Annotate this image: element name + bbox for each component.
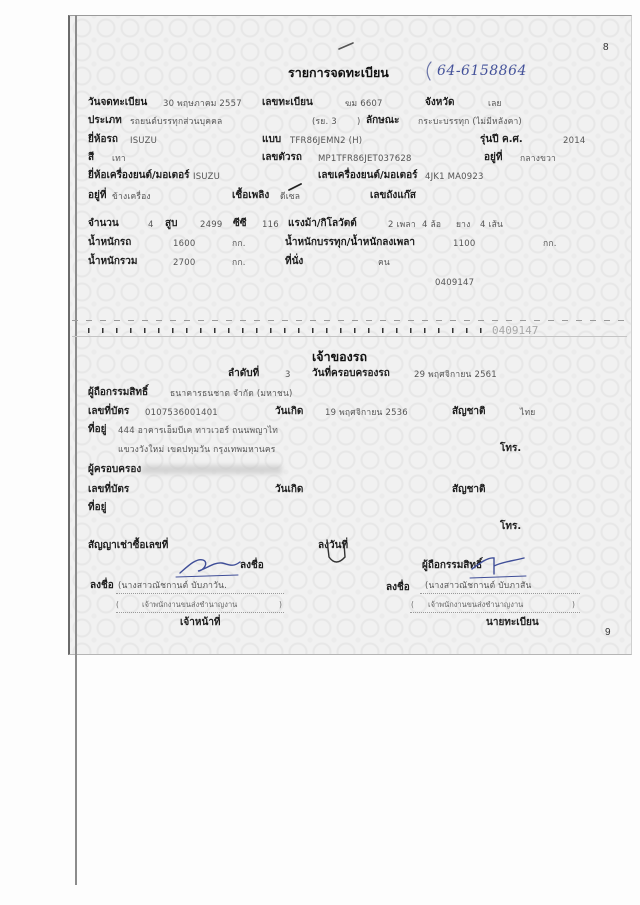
contract-date-label: ลงวันที่ xyxy=(318,540,349,551)
document-serial: 0409147 xyxy=(435,278,475,288)
brand-label: ยี่ห้อรถ xyxy=(88,134,118,145)
engine-number-label: เลขเครื่องยนต์/มอเตอร์ xyxy=(318,170,418,181)
type-code: (รย. 3 xyxy=(312,117,337,127)
payload-unit: กก. xyxy=(543,239,557,249)
possessor-dob-label: วันเกิด xyxy=(275,484,304,495)
contract-date-mark xyxy=(327,540,345,562)
cylinders-unit: สูบ xyxy=(165,218,178,229)
possession-date-value: 29 พฤศจิกายน 2561 xyxy=(414,370,497,380)
officer-name: (นางสาวณัชกานต์ บับภาวัน. xyxy=(118,581,228,591)
body-label: ลักษณะ xyxy=(366,115,400,126)
seats-label: ที่นั่ง xyxy=(285,256,304,267)
holder-sign-label: ลงชื่อ xyxy=(240,560,264,571)
officer-sign-label: ลงชื่อ xyxy=(90,580,114,591)
possessor-address-label: ที่อยู่ xyxy=(88,502,107,513)
officer-position: เจ้าพนักงานขนส่งชำนาญงาน xyxy=(142,600,238,609)
axles-value: 2 เพลา xyxy=(388,220,416,230)
possessor-nationality-label: สัญชาติ xyxy=(452,484,486,495)
contract-label: สัญญาเช่าซื้อเลขที่ xyxy=(88,540,169,551)
holder-dob-value: 19 พฤศจิกายน 2536 xyxy=(325,408,408,418)
payload-value: 1100 xyxy=(453,239,476,249)
holder-address-label: ที่อยู่ xyxy=(88,424,107,435)
gross-weight-value: 2700 xyxy=(173,258,196,268)
body-value: กระบะบรรทุก (ไม่มีหลังคา) xyxy=(418,117,522,127)
displacement-unit: ซีซี xyxy=(233,218,247,229)
model-value: TFR86JEMN2 (H) xyxy=(290,136,363,146)
power-value: 116 xyxy=(262,220,279,230)
holder-dob-label: วันเกิด xyxy=(275,406,304,417)
handwritten-reference-number: 64-6158864 xyxy=(437,63,527,79)
registration-title: รายการจดทะเบียน xyxy=(288,65,389,80)
vehicle-weight-value: 1600 xyxy=(173,239,196,249)
gross-weight-label: น้ำหนักรวม xyxy=(88,256,138,267)
engine-brand-label: ยี่ห้อเครื่องยนต์/มอเตอร์ xyxy=(88,170,190,181)
chassis-label: เลขตัวรถ xyxy=(262,152,302,163)
holder-id-value: 0107536001401 xyxy=(145,408,218,418)
brand-value: ISUZU xyxy=(130,136,158,146)
fuel-label: เชื้อเพลิง xyxy=(232,190,270,201)
reference-paren-mark xyxy=(427,62,431,80)
reg-date-label: วันจดทะเบียน xyxy=(88,97,148,108)
tires-label: ยาง xyxy=(456,220,471,230)
registrar-paren-open: ( xyxy=(411,600,414,609)
displacement-value: 2499 xyxy=(200,220,223,230)
registrar-signature xyxy=(472,558,524,574)
page-number-top: 8 xyxy=(603,42,609,53)
officer-signature-underline xyxy=(176,575,238,577)
vehicle-weight-label: น้ำหนักรถ xyxy=(88,237,132,248)
wheels-value: 4 ล้อ xyxy=(422,220,442,230)
fuel-value: ดีเซล xyxy=(280,192,301,202)
possessor-label: ผู้ครอบครอง xyxy=(88,464,142,475)
possessor-id-label: เลขที่บัตร xyxy=(88,484,130,495)
power-unit: แรงม้า/กิโลวัตต์ xyxy=(288,218,357,229)
seam-serial-faint: 0409147 xyxy=(492,324,539,337)
fuel-slash-mark xyxy=(289,184,301,190)
tires-value: 4 เส้น xyxy=(480,220,504,230)
plate-label: เลขทะเบียน xyxy=(262,97,313,108)
gross-weight-unit: กก. xyxy=(232,258,246,268)
province-value: เลย xyxy=(488,99,502,109)
holder-nationality-label: สัญชาติ xyxy=(452,406,486,417)
type-label: ประเภท xyxy=(88,115,122,126)
gas-tank-label: เลขถังแก๊ส xyxy=(370,190,416,201)
owner-title: เจ้าของรถ xyxy=(312,349,368,364)
sequence-value: 3 xyxy=(285,370,291,380)
model-year-value: 2014 xyxy=(563,136,586,146)
engine-number-value: 4JK1 MA0923 xyxy=(425,172,484,182)
holder-sign-role: ผู้ถือกรรมสิทธิ์ xyxy=(422,560,483,571)
holder-label: ผู้ถือกรรมสิทธิ์ xyxy=(88,387,149,398)
registrar-role: นายทะเบียน xyxy=(486,617,539,628)
engine-brand-value: ISUZU xyxy=(193,172,221,182)
possession-date-label: วันที่ครอบครองรถ xyxy=(312,368,390,379)
color-value: เทา xyxy=(112,154,126,164)
reg-date-value: 30 พฤษภาคม 2557 xyxy=(163,99,242,109)
chassis-location-label: อยู่ที่ xyxy=(484,152,503,163)
holder-nationality-value: ไทย xyxy=(520,408,536,418)
sequence-label: ลำดับที่ xyxy=(228,368,260,379)
engine-location-label: อยู่ที่ xyxy=(88,190,107,201)
type-value: รถยนต์บรรทุกส่วนบุคคล xyxy=(130,117,223,127)
registrar-signature-underline xyxy=(470,576,526,578)
officer-role: เจ้าหน้าที่ xyxy=(180,617,221,628)
title-slash-mark xyxy=(339,43,353,49)
vehicle-weight-unit: กก. xyxy=(232,239,246,249)
registrar-position: เจ้าพนักงานขนส่งชำนาญงาน xyxy=(428,600,524,609)
officer-paren-open: ( xyxy=(116,600,119,609)
engine-location-value: ข้างเครื่อง xyxy=(112,192,151,202)
possessor-phone-label: โทร. xyxy=(500,521,522,532)
count-label: จำนวน xyxy=(88,218,119,229)
chassis-location-value: กลางขวา xyxy=(520,154,557,164)
holder-phone-label: โทร. xyxy=(500,443,522,454)
holder-address-line2: แขวงวังใหม่ เขตปทุมวัน กรุงเทพมหานคร xyxy=(118,445,276,455)
registrar-name: (นางสาวณัชกานต์ บับภาสัน xyxy=(425,581,532,591)
model-year-label: รุ่นปี ค.ศ. xyxy=(480,134,523,145)
holder-value: ธนาคารธนชาต จำกัด (มหาชน) xyxy=(170,389,293,399)
type-code-close: ) xyxy=(357,117,361,127)
chassis-value: MP1TFR86JET037628 xyxy=(318,154,412,164)
province-label: จังหวัด xyxy=(425,97,455,108)
payload-label: น้ำหนักบรรทุก/น้ำหนักลงเพลา xyxy=(285,237,416,248)
model-label: แบบ xyxy=(262,134,282,145)
seats-unit: คน xyxy=(378,258,390,268)
page-number-bottom: 9 xyxy=(605,627,611,638)
plate-value: ฆม 6607 xyxy=(345,99,383,109)
officer-signature xyxy=(180,560,240,573)
registrar-sign-label: ลงชื่อ xyxy=(386,582,410,593)
holder-address-line1: 444 อาคารเอ็มบีเค ทาวเวอร์ ถนนพญาไท xyxy=(118,426,278,436)
registrar-paren-close: ) xyxy=(572,600,575,609)
officer-paren-close: ) xyxy=(279,600,282,609)
color-label: สี xyxy=(88,152,95,163)
cylinders-value: 4 xyxy=(148,220,154,230)
holder-id-label: เลขที่บัตร xyxy=(88,406,130,417)
